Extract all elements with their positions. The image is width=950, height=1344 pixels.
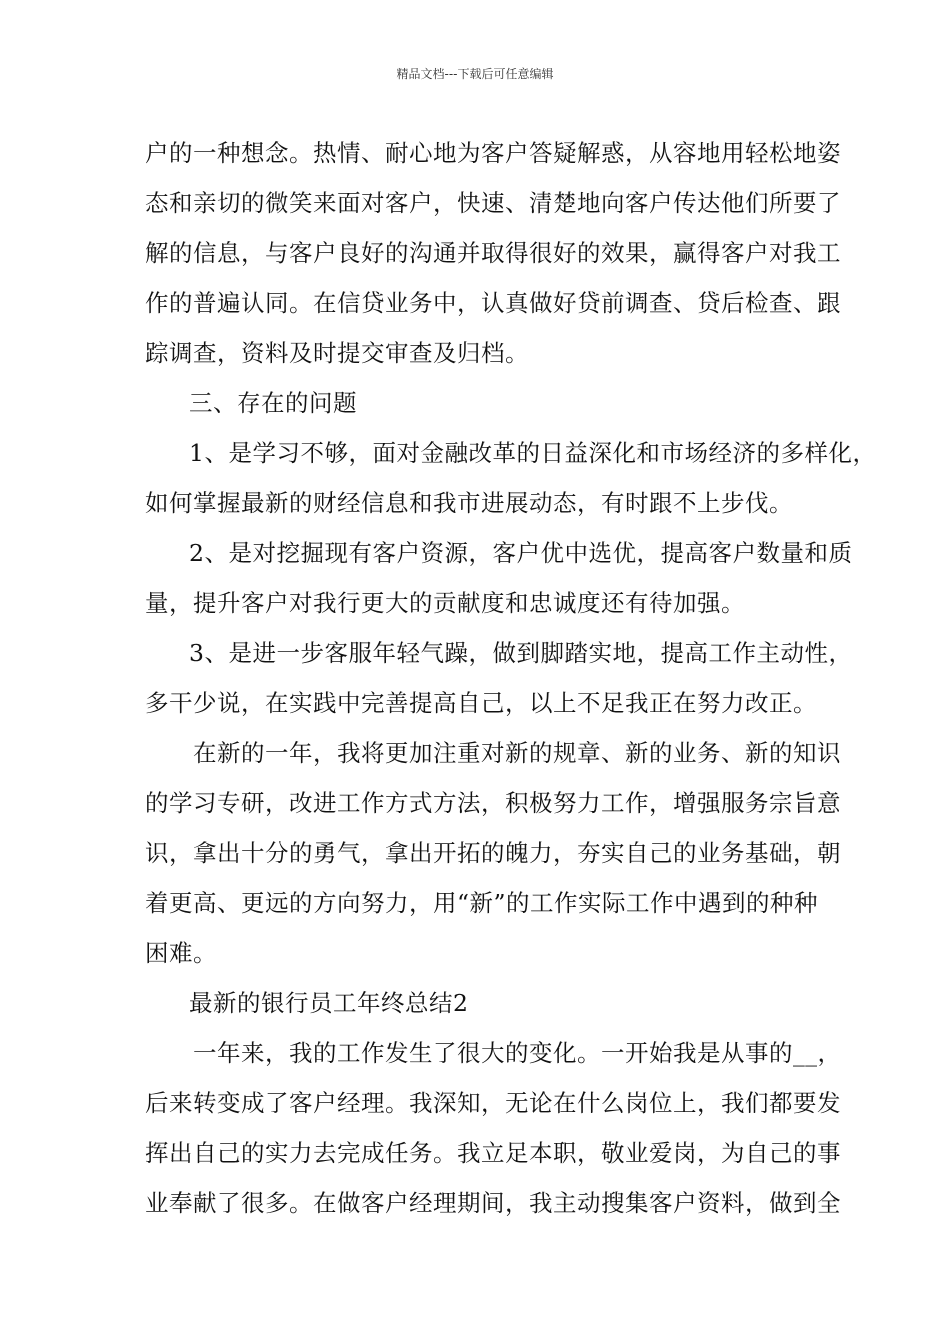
text-line: 的学习专研，改进工作方式方法，积极努力工作，增强服务宗旨意 [145, 789, 841, 817]
text-line: 态和亲切的微笑来面对客户，快速、清楚地向客户传达他们所要了 [145, 189, 841, 217]
page-header: 精品文档---下载后可任意编辑 [396, 67, 554, 81]
text-line: 量，提升客户对我行更大的贡献度和忠诚度还有待加强。 [145, 589, 745, 617]
text-line: 在新的一年，我将更加注重对新的规章、新的业务、新的知识 [193, 739, 841, 767]
text-line: 踪调查，资料及时提交审查及归档。 [145, 339, 529, 367]
section-title: 最新的银行员工年终总结2 [189, 989, 469, 1017]
text-line: 2、是对挖掘现有客户资源，客户优中选优，提高客户数量和质 [189, 539, 853, 567]
text-line: 1、是学习不够，面对金融改革的日益深化和市场经济的多样化， [189, 439, 877, 467]
text-line: 困难。 [145, 939, 217, 967]
text-line: 业奉献了很多。在做客户经理期间，我主动搜集客户资料，做到全 [145, 1189, 841, 1217]
text-line: 户的一种想念。热情、耐心地为客户答疑解惑，从容地用轻松地姿 [145, 139, 841, 167]
text-line: 后来转变成了客户经理。我深知，无论在什么岗位上，我们都要发 [145, 1089, 841, 1117]
text-line: 如何掌握最新的财经信息和我市进展动态，有时跟不上步伐。 [145, 489, 793, 517]
text-line: 解的信息，与客户良好的沟通并取得很好的效果，赢得客户对我工 [145, 239, 841, 267]
text-line: 着更高、更远的方向努力，用“新”的工作实际工作中遇到的种种 [145, 889, 819, 917]
text-line: 挥出自己的实力去完成任务。我立足本职，敬业爱岗，为自己的事 [145, 1139, 841, 1167]
text-line: 多干少说，在实践中完善提高自己，以上不足我正在努力改正。 [145, 689, 817, 717]
text-line: 3、是进一步客服年轻气躁，做到脚踏实地，提高工作主动性， [189, 639, 853, 667]
text-line: 一年来，我的工作发生了很大的变化。一开始我是从事的__， [193, 1039, 842, 1067]
document-body [145, 128, 877, 1228]
text-line: 作的普遍认同。在信贷业务中，认真做好贷前调查、贷后检查、跟 [145, 289, 841, 317]
text-line: 识，拿出十分的勇气，拿出开拓的魄力，夯实自己的业务基础，朝 [145, 839, 841, 867]
section-heading: 三、存在的问题 [189, 389, 357, 417]
